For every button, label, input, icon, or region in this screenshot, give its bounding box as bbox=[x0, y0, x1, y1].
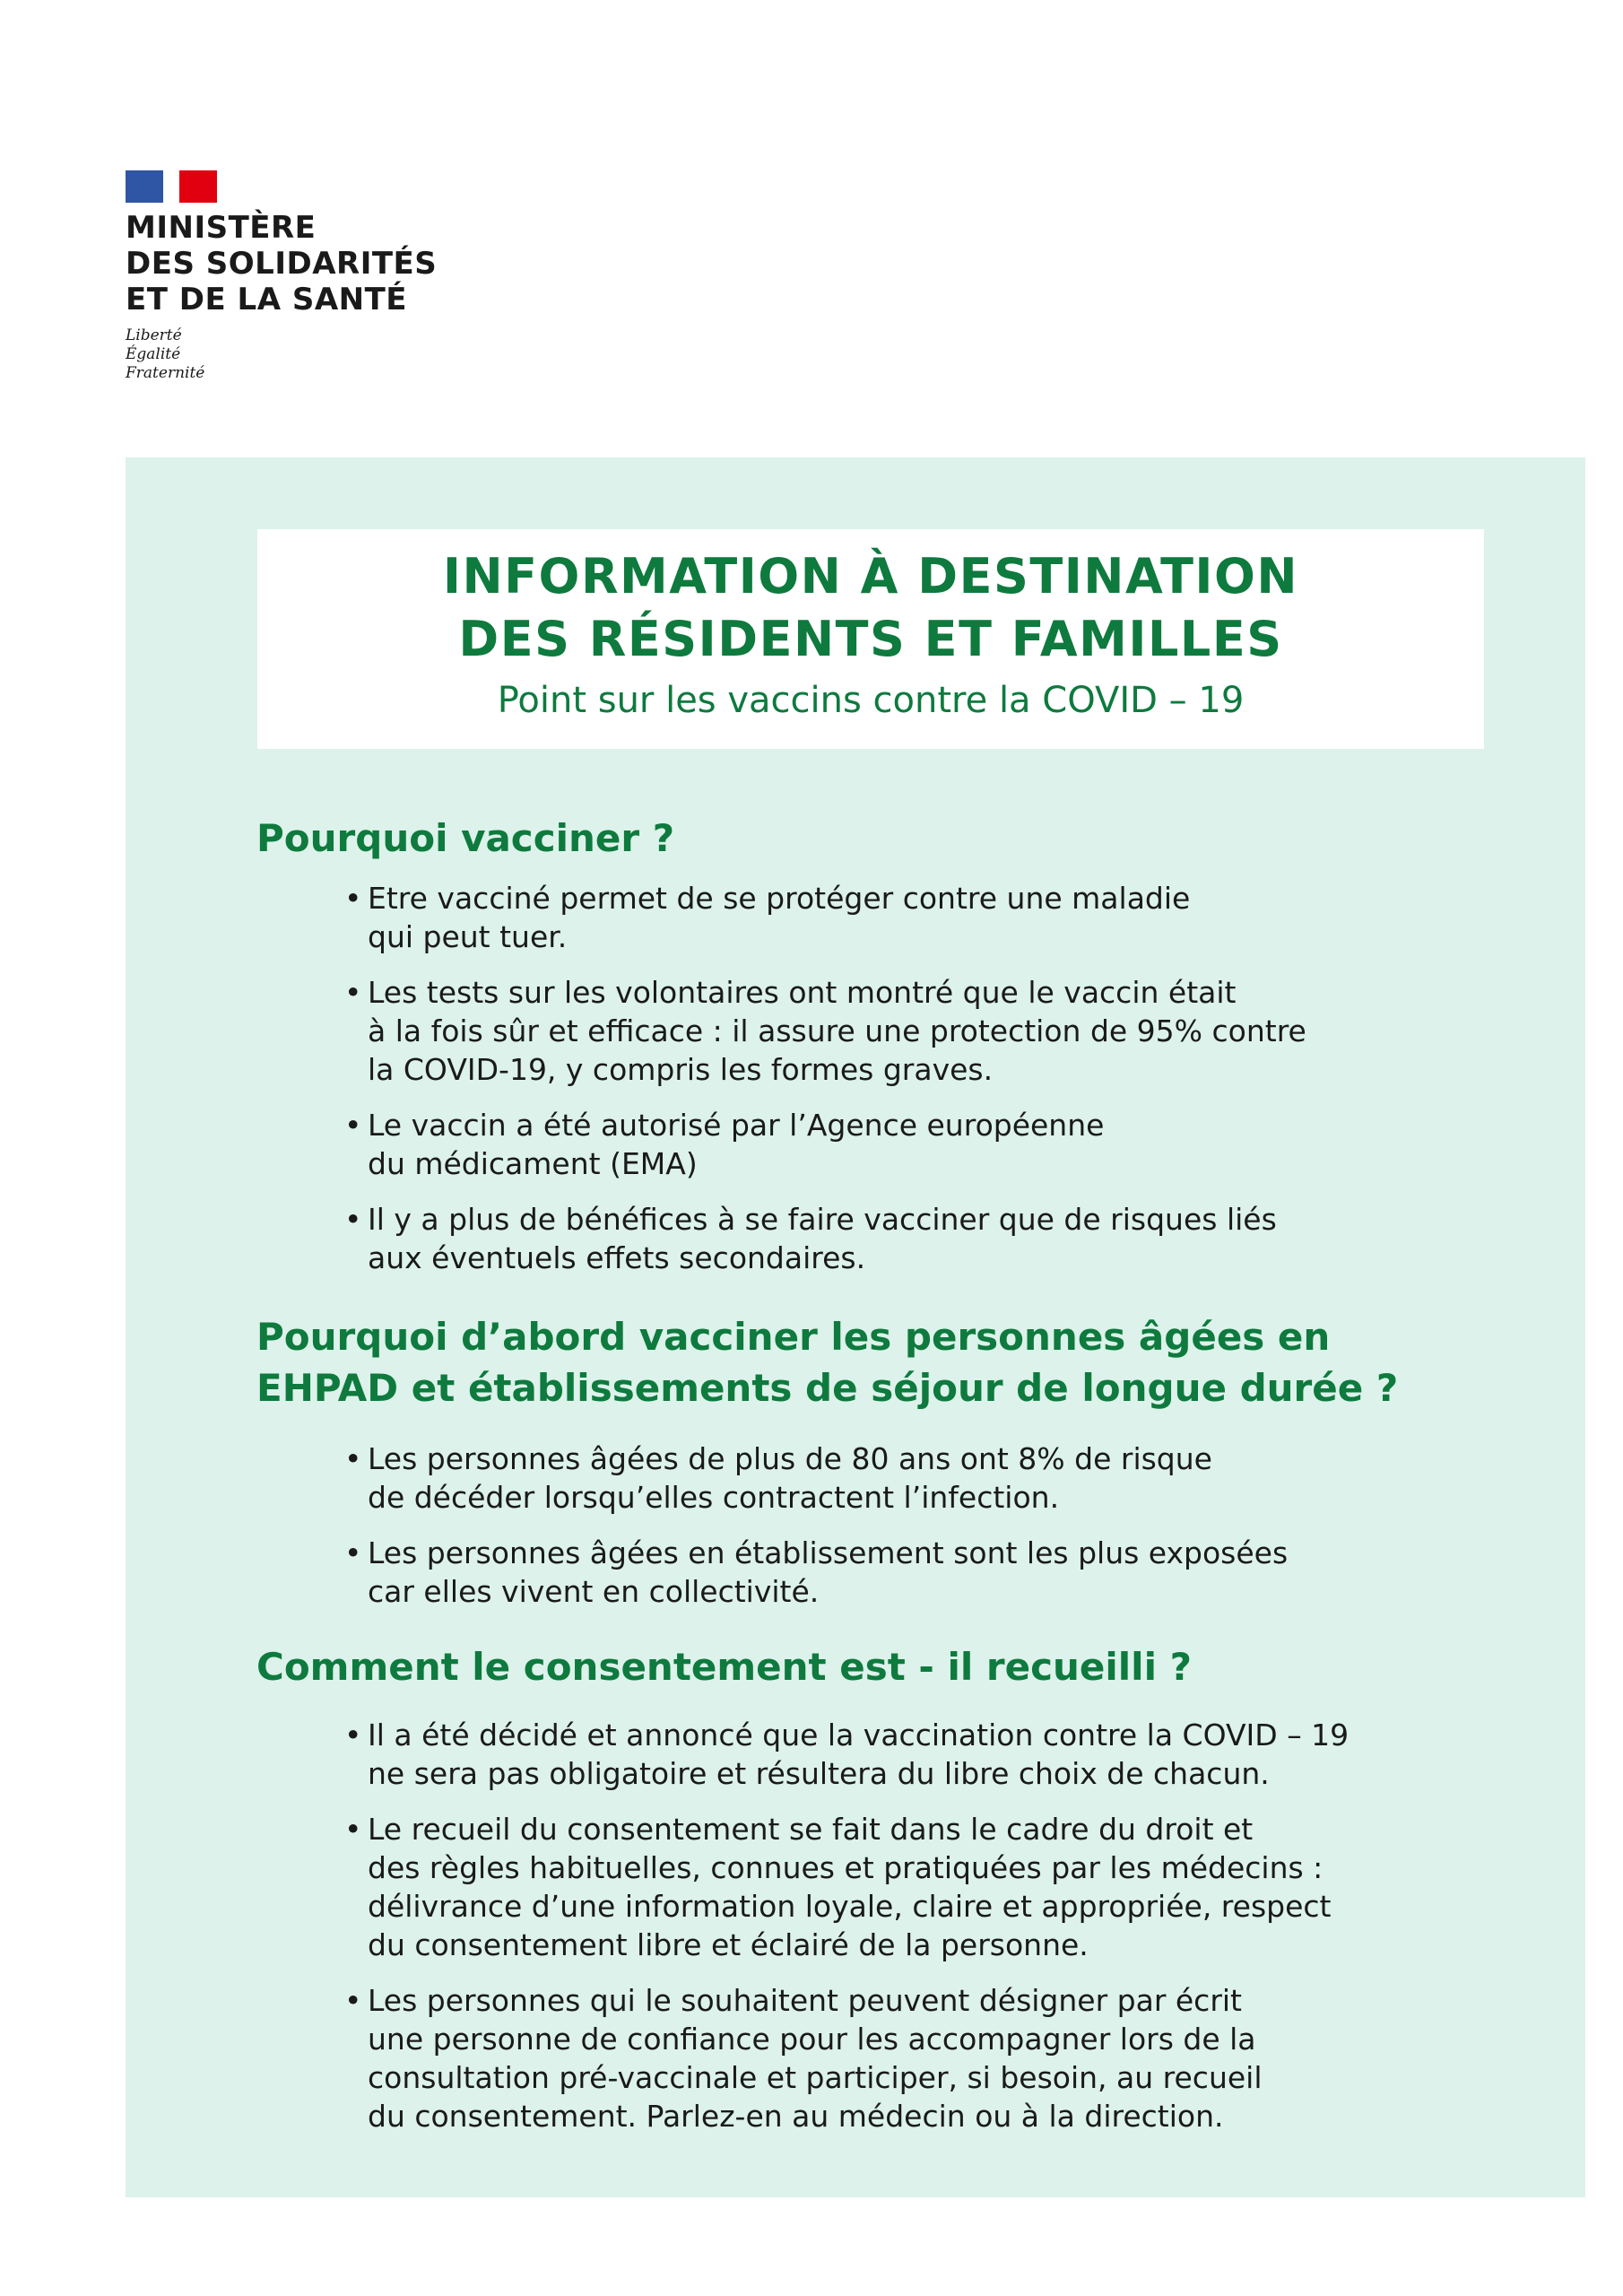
list-item: • Les personnes âgées de plus de 80 ans ont 8% de risque de décéder lorsqu’elles contractent l’infection. bbox=[368, 1439, 1288, 1517]
republic-motto bbox=[126, 326, 437, 383]
ministry-line: ET DE LA SANTÉ bbox=[126, 282, 408, 317]
bullet-list-elderly-first bbox=[368, 1439, 1288, 1628]
heading-line: Pourquoi d’abord vacciner les personnes âgées en bbox=[256, 1315, 1331, 1359]
ministry-line: MINISTÈRE bbox=[126, 210, 317, 246]
heading-line: EHPAD et établissements de séjour de longue durée ? bbox=[256, 1366, 1399, 1410]
page-title bbox=[257, 545, 1484, 671]
page-subtitle: Point sur les vaccins contre la COVID – 19 bbox=[497, 680, 1245, 721]
section-heading-consent: Comment le consentement est - il recueilli ? bbox=[256, 1645, 1192, 1689]
section-heading-why-vaccinate: Pourquoi vacciner ? bbox=[256, 816, 675, 860]
list-item: • Le vaccin a été autorisé par l’Agence européenne du médicament (EMA) bbox=[368, 1106, 1306, 1183]
list-item: • Le recueil du consentement se fait dans le cadre du droit et des règles habituelles, connues et pratiquées par les médecins : délivrance d’une information loyale, claire et appropriée, respect du consentement libre et éclairé de la personne. bbox=[368, 1810, 1349, 1964]
motto-line: Égalité bbox=[126, 345, 181, 363]
bullet-list-consent bbox=[368, 1716, 1349, 2152]
list-item: • Il a été décidé et annoncé que la vaccination contre la COVID – 19 ne sera pas obligatoire et résultera du libre choix de chacun. bbox=[368, 1716, 1349, 1793]
list-item: • Les personnes qui le souhaitent peuvent désigner par écrit une personne de confiance pour les accompagner lors de la consultation pré-vaccinale et participer, si besoin, au recueil du consentement. Parlez-en au médecin ou à la direction. bbox=[368, 1981, 1349, 2135]
marianne-flag-icon bbox=[126, 170, 217, 203]
list-item: • Etre vacciné permet de se protéger contre une maladie qui peut tuer. bbox=[368, 879, 1306, 956]
ministry-name bbox=[126, 210, 437, 317]
title-box bbox=[257, 529, 1484, 749]
title-line: DES RÉSIDENTS ET FAMILLES bbox=[458, 611, 1283, 667]
section-heading-elderly-first bbox=[256, 1311, 1398, 1413]
list-item: • Les tests sur les volontaires ont montré que le vaccin était à la fois sûr et efficace : il assure une protection de 95% contre la COVID-19, y compris les formes graves. bbox=[368, 973, 1306, 1089]
title-line: INFORMATION À DESTINATION bbox=[442, 548, 1299, 604]
bullet-list-why-vaccinate bbox=[368, 879, 1306, 1294]
motto-line: Liberté bbox=[126, 326, 182, 344]
ministry-logo bbox=[126, 170, 437, 383]
ministry-line: DES SOLIDARITÉS bbox=[126, 246, 438, 282]
motto-line: Fraternité bbox=[126, 364, 205, 382]
info-panel bbox=[126, 457, 1585, 2197]
list-item: • Il y a plus de bénéfices à se faire vacciner que de risques liés aux éventuels effets secondaires. bbox=[368, 1200, 1306, 1277]
list-item: • Les personnes âgées en établissement sont les plus exposées car elles vivent en collectivité. bbox=[368, 1534, 1288, 1611]
